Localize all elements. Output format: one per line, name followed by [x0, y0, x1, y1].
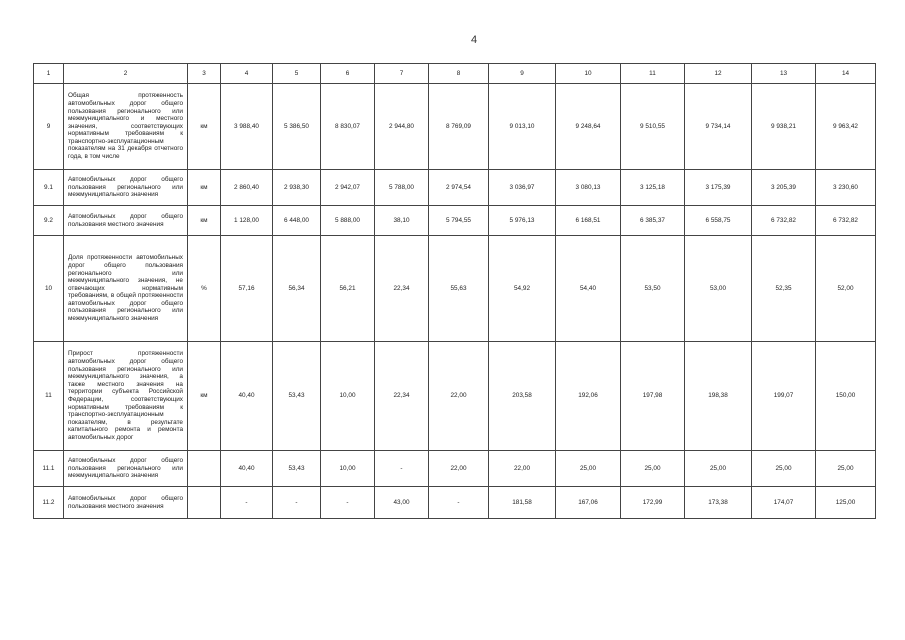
column-header: 10 — [556, 64, 621, 84]
column-header: 1 — [34, 64, 64, 84]
table-cell: 52,35 — [752, 236, 816, 342]
table-cell: 3 125,18 — [621, 170, 685, 206]
table-cell: 25,00 — [816, 451, 876, 487]
table-cell: 8 769,09 — [429, 84, 489, 170]
table-cell: 8 830,07 — [321, 84, 375, 170]
column-header: 5 — [273, 64, 321, 84]
table-cell: 10,00 — [321, 451, 375, 487]
row-description: Общая протяженность автомобильных дорог общего пользования регионального или межмуниципального и местного значения, соответствующих нормативным требованиям к транспортно-эксплуатационным показателям на 31 декабря отчетного года, в том числе — [64, 84, 188, 170]
table-cell: 2 974,54 — [429, 170, 489, 206]
table-cell: 5 976,13 — [489, 206, 556, 236]
table-cell: 3 230,60 — [816, 170, 876, 206]
table-cell: 22,34 — [375, 342, 429, 451]
table-cell: 56,21 — [321, 236, 375, 342]
column-header: 8 — [429, 64, 489, 84]
row-unit — [188, 451, 221, 487]
row-unit — [188, 487, 221, 519]
column-header: 11 — [621, 64, 685, 84]
table-cell: 53,43 — [273, 342, 321, 451]
table-cell: 25,00 — [685, 451, 752, 487]
table-cell: 3 175,39 — [685, 170, 752, 206]
table-cell: 57,16 — [221, 236, 273, 342]
table-cell: 25,00 — [621, 451, 685, 487]
row-description: Автомобильных дорог общего пользования местного значения — [64, 487, 188, 519]
table-cell: 6 732,82 — [816, 206, 876, 236]
table-cell: - — [273, 487, 321, 519]
table-row — [34, 206, 876, 236]
table-cell: 22,00 — [429, 451, 489, 487]
table-cell: 2 938,30 — [273, 170, 321, 206]
table-cell: 53,00 — [685, 236, 752, 342]
table-cell: 56,34 — [273, 236, 321, 342]
column-header: 6 — [321, 64, 375, 84]
column-header: 9 — [489, 64, 556, 84]
column-header: 3 — [188, 64, 221, 84]
row-unit: км — [188, 84, 221, 170]
row-unit: км — [188, 342, 221, 451]
table-cell: 6 448,00 — [273, 206, 321, 236]
table-cell: - — [321, 487, 375, 519]
table-row — [34, 342, 876, 451]
row-description: Автомобильных дорог общего пользования местного значения — [64, 206, 188, 236]
table-cell: 5 794,55 — [429, 206, 489, 236]
table-cell: 54,40 — [556, 236, 621, 342]
table-cell: 125,00 — [816, 487, 876, 519]
table-cell: 6 732,82 — [752, 206, 816, 236]
table-cell: 9 510,55 — [621, 84, 685, 170]
table-cell: 9 013,10 — [489, 84, 556, 170]
table-cell: 203,58 — [489, 342, 556, 451]
row-index: 9 — [34, 84, 64, 170]
page-number: 4 — [470, 34, 478, 46]
row-index: 11.1 — [34, 451, 64, 487]
table-cell: 5 386,50 — [273, 84, 321, 170]
row-index: 11 — [34, 342, 64, 451]
table-cell: 3 988,40 — [221, 84, 273, 170]
table-cell: - — [375, 451, 429, 487]
table-cell: - — [221, 487, 273, 519]
table-cell: 25,00 — [556, 451, 621, 487]
table-cell: 53,43 — [273, 451, 321, 487]
table-row — [34, 84, 876, 170]
column-header: 12 — [685, 64, 752, 84]
row-unit: % — [188, 236, 221, 342]
table-cell: 173,38 — [685, 487, 752, 519]
row-description: Автомобильных дорог общего пользования регионального или межмуниципального значения — [64, 451, 188, 487]
table-cell: 2 860,40 — [221, 170, 273, 206]
table-cell: 3 036,97 — [489, 170, 556, 206]
column-header: 14 — [816, 64, 876, 84]
table-cell: 1 128,00 — [221, 206, 273, 236]
table-row — [34, 236, 876, 342]
table-cell: 40,40 — [221, 342, 273, 451]
table-cell: 9 734,14 — [685, 84, 752, 170]
table-cell: 43,00 — [375, 487, 429, 519]
table-cell: 199,07 — [752, 342, 816, 451]
table-cell: 174,07 — [752, 487, 816, 519]
table-cell: 198,38 — [685, 342, 752, 451]
row-index: 11.2 — [34, 487, 64, 519]
table-cell: 54,92 — [489, 236, 556, 342]
table-cell: 9 248,64 — [556, 84, 621, 170]
row-description: Автомобильных дорог общего пользования регионального или межмуниципального значения — [64, 170, 188, 206]
table-cell: 5 788,00 — [375, 170, 429, 206]
table-cell: 2 944,80 — [375, 84, 429, 170]
row-unit: км — [188, 170, 221, 206]
table-cell: 3 080,13 — [556, 170, 621, 206]
table-cell: 5 888,00 — [321, 206, 375, 236]
table-cell: - — [429, 487, 489, 519]
row-index: 9.1 — [34, 170, 64, 206]
table-cell: 22,00 — [429, 342, 489, 451]
table-cell: 38,10 — [375, 206, 429, 236]
row-description: Прирост протяженности автомобильных дорог общего пользования регионального или межмуниципального значения, а также местного значения на территории субъекта Российской Федерации, соответствующих нормативным требованиям к транспортно-эксплуатационным показателям, в результате капитального ремонта и ремонта автомобильных дорог — [64, 342, 188, 451]
table-cell: 181,58 — [489, 487, 556, 519]
column-header: 13 — [752, 64, 816, 84]
table-cell: 6 558,75 — [685, 206, 752, 236]
row-unit: км — [188, 206, 221, 236]
row-index: 9.2 — [34, 206, 64, 236]
table-row — [34, 487, 876, 519]
table-cell: 6 385,37 — [621, 206, 685, 236]
column-header: 4 — [221, 64, 273, 84]
table-cell: 55,63 — [429, 236, 489, 342]
table-cell: 53,50 — [621, 236, 685, 342]
header-row — [34, 64, 876, 84]
table-cell: 197,98 — [621, 342, 685, 451]
data-table — [33, 63, 876, 519]
table-cell: 22,34 — [375, 236, 429, 342]
table-cell: 9 963,42 — [816, 84, 876, 170]
column-header: 2 — [64, 64, 188, 84]
table-cell: 52,00 — [816, 236, 876, 342]
table-cell: 6 168,51 — [556, 206, 621, 236]
table-cell: 2 942,07 — [321, 170, 375, 206]
table-cell: 10,00 — [321, 342, 375, 451]
column-header: 7 — [375, 64, 429, 84]
table-row — [34, 170, 876, 206]
table-cell: 9 938,21 — [752, 84, 816, 170]
table-cell: 192,06 — [556, 342, 621, 451]
row-description: Доля протяженности автомобильных дорог общего пользования регионального или межмуниципального значения, не отвечающих нормативным требованиям, в общей протяженности автомобильных дорог общего пользования регионального или межмуниципального значения — [64, 236, 188, 342]
table-cell: 150,00 — [816, 342, 876, 451]
table-row — [34, 451, 876, 487]
table-cell: 167,06 — [556, 487, 621, 519]
table-cell: 40,40 — [221, 451, 273, 487]
table-cell: 25,00 — [752, 451, 816, 487]
table-cell: 3 205,39 — [752, 170, 816, 206]
row-index: 10 — [34, 236, 64, 342]
table-cell: 22,00 — [489, 451, 556, 487]
table-cell: 172,99 — [621, 487, 685, 519]
